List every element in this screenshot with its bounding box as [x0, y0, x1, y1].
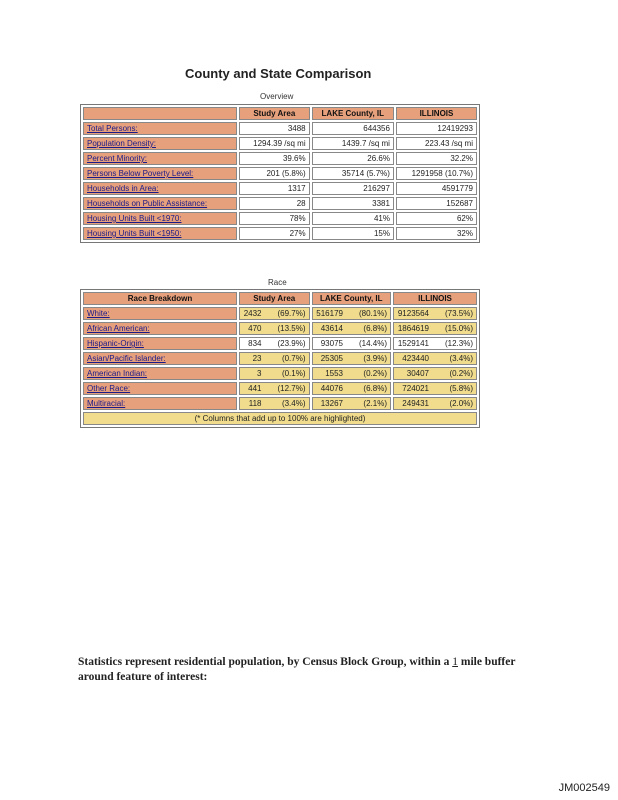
- overview-cell: 78%: [239, 212, 310, 225]
- race-cell: [312, 352, 391, 365]
- overview-cell: 201 (5.8%): [239, 167, 310, 180]
- overview-header-row: [83, 107, 477, 120]
- race-count: 30407: [406, 369, 429, 378]
- race-cell: [393, 307, 477, 320]
- race-note-row: [83, 412, 477, 425]
- race-cell: [239, 322, 310, 335]
- race-count: 3: [257, 369, 262, 378]
- race-cell: [312, 397, 391, 410]
- overview-row: [83, 182, 477, 195]
- race-count: 249431: [402, 399, 429, 408]
- race-cell: [393, 382, 477, 395]
- overview-row-label[interactable]: Total Persons:: [83, 122, 237, 135]
- race-cell: [393, 397, 477, 410]
- race-header-breakdown: Race Breakdown: [83, 292, 237, 305]
- race-count: 9123564: [397, 309, 429, 318]
- overview-row: [83, 137, 477, 150]
- race-header-county: LAKE County, IL: [312, 292, 391, 305]
- race-percent: (69.7%): [277, 309, 306, 318]
- overview-row-label[interactable]: Households on Public Assistance:: [83, 197, 237, 210]
- overview-cell: 644356: [312, 122, 394, 135]
- race-row: [83, 367, 477, 380]
- race-row: [83, 337, 477, 350]
- footer-text-end: mile buffer around feature of interest:: [78, 656, 516, 683]
- race-note: (* Columns that add up to 100% are highlighted): [83, 412, 477, 425]
- race-percent: (80.1%): [358, 309, 387, 318]
- race-row-label[interactable]: Hispanic-Origin:: [83, 337, 237, 350]
- race-count: 13267: [320, 399, 343, 408]
- race-percent: (2.1%): [363, 399, 387, 408]
- race-table: [80, 289, 480, 428]
- race-cell: [239, 367, 310, 380]
- footer-statement: [78, 655, 548, 685]
- race-count: 2432: [243, 309, 262, 318]
- race-count: 516179: [316, 309, 343, 318]
- race-count: 1553: [325, 369, 343, 378]
- overview-row-label[interactable]: Housing Units Built <1950:: [83, 227, 237, 240]
- race-row: [83, 397, 477, 410]
- overview-cell: 15%: [312, 227, 394, 240]
- race-percent: (23.9%): [277, 339, 306, 348]
- overview-row: [83, 212, 477, 225]
- overview-cell: 32.2%: [396, 152, 477, 165]
- race-count: 834: [248, 339, 262, 348]
- overview-cell: 27%: [239, 227, 310, 240]
- overview-label: Overview: [260, 92, 294, 101]
- overview-row-label[interactable]: Persons Below Poverty Level:: [83, 167, 237, 180]
- race-row-label[interactable]: White:: [83, 307, 237, 320]
- overview-cell: 216297: [312, 182, 394, 195]
- overview-cell: 152687: [396, 197, 477, 210]
- race-percent: (6.8%): [363, 324, 387, 333]
- race-cell: [393, 367, 477, 380]
- race-row: [83, 352, 477, 365]
- overview-row-label[interactable]: Housing Units Built <1970:: [83, 212, 237, 225]
- race-cell: [239, 337, 310, 350]
- race-row-label[interactable]: American Indian:: [83, 367, 237, 380]
- race-percent: (15.0%): [444, 324, 473, 333]
- race-count: 44076: [320, 384, 343, 393]
- race-count: 1864619: [397, 324, 429, 333]
- race-percent: (6.8%): [363, 384, 387, 393]
- race-header-row: [83, 292, 477, 305]
- overview-cell: 28: [239, 197, 310, 210]
- overview-cell: 1439.7 /sq mi: [312, 137, 394, 150]
- race-cell: [312, 367, 391, 380]
- race-cell: [239, 352, 310, 365]
- overview-cell: 41%: [312, 212, 394, 225]
- race-percent: (14.4%): [358, 339, 387, 348]
- race-percent: (3.9%): [363, 354, 387, 363]
- race-row: [83, 382, 477, 395]
- race-cell: [239, 307, 310, 320]
- race-row-label[interactable]: African American:: [83, 322, 237, 335]
- overview-cell: 35714 (5.7%): [312, 167, 394, 180]
- overview-cell: 12419293: [396, 122, 477, 135]
- overview-row: [83, 122, 477, 135]
- race-row: [83, 322, 477, 335]
- overview-header-blank: [83, 107, 237, 120]
- overview-cell: 62%: [396, 212, 477, 225]
- footer-text-start: Statistics represent residential population, by Census Block Group, within a: [78, 656, 450, 668]
- document-id: JM002549: [558, 782, 610, 794]
- overview-header-state: ILLINOIS: [396, 107, 477, 120]
- race-percent: (3.4%): [449, 354, 473, 363]
- race-count: 43614: [320, 324, 343, 333]
- overview-cell: 1317: [239, 182, 310, 195]
- overview-cell: 26.6%: [312, 152, 394, 165]
- buffer-distance: 1: [452, 656, 458, 668]
- race-cell: [312, 307, 391, 320]
- race-cell: [312, 337, 391, 350]
- overview-row: [83, 227, 477, 240]
- overview-cell: 3488: [239, 122, 310, 135]
- race-row: [83, 307, 477, 320]
- overview-cell: 1294.39 /sq mi: [239, 137, 310, 150]
- race-cell: [393, 337, 477, 350]
- race-count: 23: [252, 354, 262, 363]
- race-percent: (0.2%): [449, 369, 473, 378]
- race-row-label[interactable]: Other Race:: [83, 382, 237, 395]
- race-cell: [312, 322, 391, 335]
- overview-cell: 4591779: [396, 182, 477, 195]
- overview-table: [80, 104, 480, 243]
- race-header-study-area: Study Area: [239, 292, 310, 305]
- race-count: 25305: [320, 354, 343, 363]
- page-title: County and State Comparison: [185, 66, 372, 81]
- overview-cell: 39.6%: [239, 152, 310, 165]
- overview-cell: 3381: [312, 197, 394, 210]
- race-percent: (0.2%): [363, 369, 387, 378]
- race-label: Race: [268, 278, 287, 287]
- race-header-state: ILLINOIS: [393, 292, 477, 305]
- race-percent: (3.4%): [281, 399, 306, 408]
- overview-row: [83, 167, 477, 180]
- race-cell: [393, 322, 477, 335]
- race-count: 93075: [320, 339, 343, 348]
- overview-row-label[interactable]: Households in Area:: [83, 182, 237, 195]
- race-count: 724021: [402, 384, 429, 393]
- overview-cell: 223.43 /sq mi: [396, 137, 477, 150]
- overview-row-label[interactable]: Population Density:: [83, 137, 237, 150]
- overview-row: [83, 197, 477, 210]
- race-cell: [393, 352, 477, 365]
- race-percent: (5.8%): [449, 384, 473, 393]
- overview-row: [83, 152, 477, 165]
- race-cell: [312, 382, 391, 395]
- overview-cell: 32%: [396, 227, 477, 240]
- race-percent: (13.5%): [277, 324, 306, 333]
- overview-cell: 1291958 (10.7%): [396, 167, 477, 180]
- race-count: 470: [248, 324, 262, 333]
- race-count: 1529141: [397, 339, 429, 348]
- race-percent: (0.1%): [281, 369, 306, 378]
- race-count: 423440: [402, 354, 429, 363]
- race-percent: (2.0%): [449, 399, 473, 408]
- race-row-label[interactable]: Asian/Pacific Islander:: [83, 352, 237, 365]
- overview-header-county: LAKE County, IL: [312, 107, 394, 120]
- race-cell: [239, 382, 310, 395]
- race-cell: [239, 397, 310, 410]
- race-percent: (0.7%): [281, 354, 306, 363]
- race-count: 441: [248, 384, 262, 393]
- race-percent: (12.3%): [444, 339, 473, 348]
- race-percent: (12.7%): [277, 384, 306, 393]
- race-row-label[interactable]: Multiracial:: [83, 397, 237, 410]
- race-count: 118: [248, 399, 262, 408]
- race-percent: (73.5%): [444, 309, 473, 318]
- overview-row-label[interactable]: Percent Minority:: [83, 152, 237, 165]
- overview-header-study-area: Study Area: [239, 107, 310, 120]
